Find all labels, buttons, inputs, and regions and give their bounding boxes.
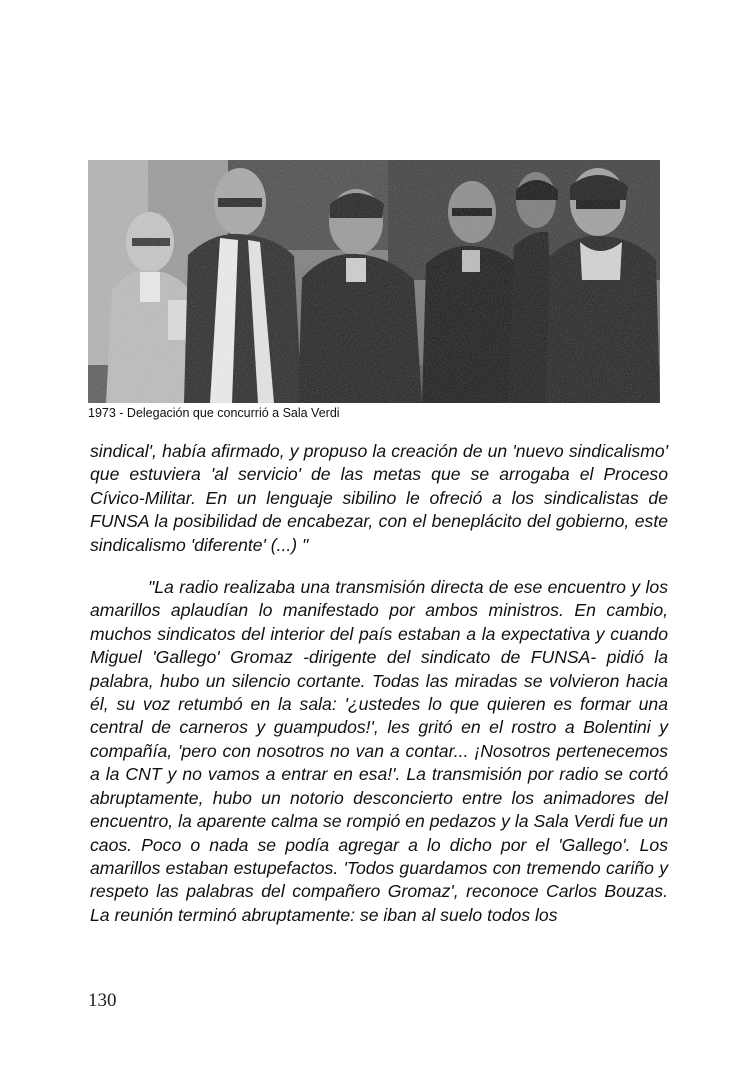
paragraph-continuation: sindical', había afirmado, y propuso la creación de un 'nuevo sindicalismo' que estuviera 'al servicio' de las metas que se arrogaba el Proceso Cívico-Militar. En un lenguaje sibilino le ofreció a los sindicalistas de FUNSA la posibilidad de encabezar, con el beneplácito del gobierno, este sindicalismo 'diferente' (...) " [90,441,668,555]
paragraph-quote: "La radio realizaba una transmisión directa de ese encuentro y los amarillos aplaudían lo manifestado por ambos ministros. En cambio, muchos sindicatos del interior del país estaban a la expectativa y cuando Miguel 'Gallego' Gromaz -dirigente del sindicato de FUNSA- pidió la palabra, hubo un silencio cortante. Todas las miradas se volvieron hacia él, su voz retumbó en la sala: '¿ustedes lo que quieren es formar una central de carneros y guampudos!', les gritó en el rostro a Bolentini y compañía, 'pero con nosotros no van a contar... ¡Nosotros pertenecemos a la CNT y no vamos a entrar en esa!'. La transmisión por radio se cortó abruptamente, hubo un notorio desconcierto entre los animadores del encuentro, la aparente calma se rompió en pedazos y la Sala Verdi fue un caos. Poco o nada se podía agregar a lo dicho por el 'Gallego'. Los amarillos estaban estupefactos. 'Todos guardamos con tremendo cariño y respeto las palabras del compañero Gromaz', reconoce Carlos Bouzas. La reunión terminó abruptamente: se iban al suelo todos los [90,577,668,925]
photo-caption: 1973 - Delegación que concurrió a Sala Verdi [88,406,340,420]
body-text [90,440,668,927]
page-number: 130 [88,990,117,1011]
group-photo [88,160,660,403]
group-photo-image [88,160,660,403]
